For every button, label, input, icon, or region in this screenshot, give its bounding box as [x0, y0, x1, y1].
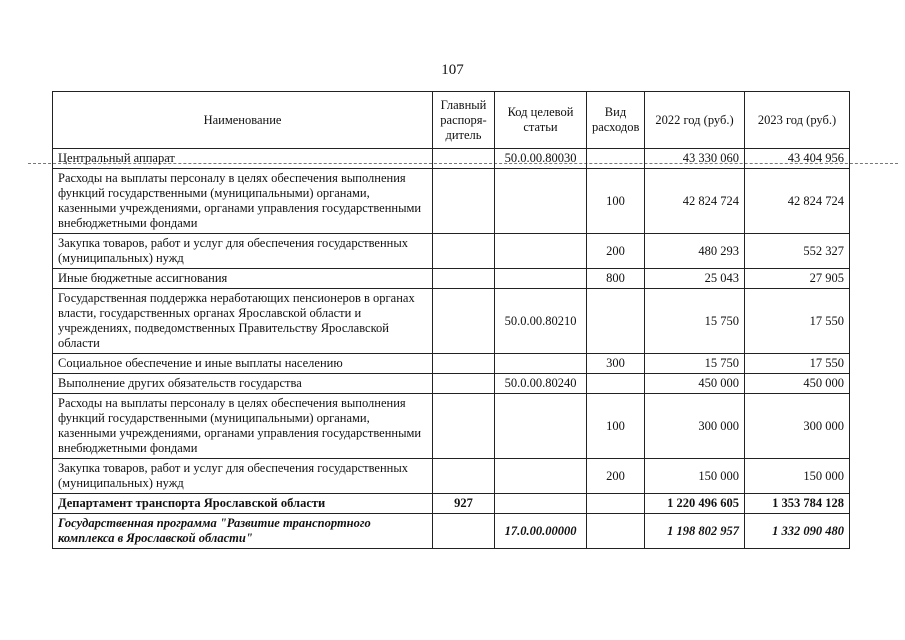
- table-row: [53, 149, 850, 169]
- table-row: [53, 459, 850, 494]
- cell-code: [495, 394, 587, 459]
- header-name: Наименование: [53, 92, 433, 149]
- cell-name: Государственная программа "Развитие транспортного комплекса в Ярославской области": [53, 514, 433, 549]
- cell-kind: 800: [587, 269, 645, 289]
- cell-2022: 43 330 060: [645, 149, 745, 169]
- cell-name: Расходы на выплаты персоналу в целях обеспечения выполнения функций государственными (муниципальными) органами, казенными учреждениями, органами управления государственными внебюджетными фондами: [53, 394, 433, 459]
- cell-kind: [587, 374, 645, 394]
- cell-code: [495, 459, 587, 494]
- header-admin: Главный распоря-дитель: [433, 92, 495, 149]
- table-row: [53, 169, 850, 234]
- cell-admin: [433, 514, 495, 549]
- budget-table: [52, 91, 850, 549]
- cell-kind: [587, 149, 645, 169]
- cell-2022: 1 198 802 957: [645, 514, 745, 549]
- cell-2022: 150 000: [645, 459, 745, 494]
- cell-kind: 100: [587, 169, 645, 234]
- cell-kind: [587, 494, 645, 514]
- cell-code: [495, 169, 587, 234]
- cell-admin: [433, 269, 495, 289]
- cell-admin: [433, 354, 495, 374]
- cell-2022: 42 824 724: [645, 169, 745, 234]
- cell-2023: 450 000: [745, 374, 850, 394]
- cell-2022: 1 220 496 605: [645, 494, 745, 514]
- header-code: Код целевой статьи: [495, 92, 587, 149]
- table-row: [53, 494, 850, 514]
- cell-kind: [587, 289, 645, 354]
- cell-kind: [587, 514, 645, 549]
- cell-admin: [433, 459, 495, 494]
- table-row: [53, 514, 850, 549]
- cell-2022: 15 750: [645, 289, 745, 354]
- table-row: [53, 394, 850, 459]
- cell-2023: 17 550: [745, 354, 850, 374]
- cell-code: [495, 494, 587, 514]
- cell-kind: 100: [587, 394, 645, 459]
- cell-kind: 200: [587, 459, 645, 494]
- cell-2023: 150 000: [745, 459, 850, 494]
- cell-name: Выполнение других обязательств государства: [53, 374, 433, 394]
- cell-code: 50.0.00.80240: [495, 374, 587, 394]
- cell-admin: 927: [433, 494, 495, 514]
- table-row: [53, 269, 850, 289]
- page-number: 107: [441, 62, 464, 78]
- cell-admin: [433, 289, 495, 354]
- cell-code: [495, 354, 587, 374]
- cell-2023: 27 905: [745, 269, 850, 289]
- cell-code: 50.0.00.80210: [495, 289, 587, 354]
- cell-code: [495, 269, 587, 289]
- cell-2023: 42 824 724: [745, 169, 850, 234]
- cell-admin: [433, 169, 495, 234]
- cell-2023: 43 404 956: [745, 149, 850, 169]
- cell-name: Расходы на выплаты персоналу в целях обеспечения выполнения функций государственными (муниципальными) органами, казенными учреждениями, органами управления государственными внебюджетными фондами: [53, 169, 433, 234]
- cell-admin: [433, 234, 495, 269]
- header-2022: 2022 год (руб.): [645, 92, 745, 149]
- cell-2023: 1 353 784 128: [745, 494, 850, 514]
- cell-name: Департамент транспорта Ярославской области: [53, 494, 433, 514]
- cell-2023: 552 327: [745, 234, 850, 269]
- header-2023: 2023 год (руб.): [745, 92, 850, 149]
- cell-admin: [433, 394, 495, 459]
- cell-2022: 15 750: [645, 354, 745, 374]
- cell-name: Государственная поддержка неработающих пенсионеров в органах власти, государственных органах Ярославской области и учреждениях, подведомственных Правительству Ярославской области: [53, 289, 433, 354]
- cell-name: Закупка товаров, работ и услуг для обеспечения государственных (муниципальных) нужд: [53, 234, 433, 269]
- cell-kind: 300: [587, 354, 645, 374]
- table-row: [53, 354, 850, 374]
- cell-code: 50.0.00.80030: [495, 149, 587, 169]
- cell-2022: 300 000: [645, 394, 745, 459]
- cell-name: Закупка товаров, работ и услуг для обеспечения государственных (муниципальных) нужд: [53, 459, 433, 494]
- header-row: [53, 92, 850, 149]
- cell-admin: [433, 149, 495, 169]
- cell-name: Центральный аппарат: [53, 149, 433, 169]
- cell-code: 17.0.00.00000: [495, 514, 587, 549]
- table-row: [53, 234, 850, 269]
- table-row: [53, 289, 850, 354]
- cell-2022: 480 293: [645, 234, 745, 269]
- cell-name: Иные бюджетные ассигнования: [53, 269, 433, 289]
- cell-2023: 17 550: [745, 289, 850, 354]
- cell-code: [495, 234, 587, 269]
- cell-2023: 1 332 090 480: [745, 514, 850, 549]
- cell-admin: [433, 374, 495, 394]
- cell-2023: 300 000: [745, 394, 850, 459]
- table-row: [53, 374, 850, 394]
- cell-name: Социальное обеспечение и иные выплаты населению: [53, 354, 433, 374]
- header-kind: Вид расходов: [587, 92, 645, 149]
- cell-2022: 25 043: [645, 269, 745, 289]
- cell-kind: 200: [587, 234, 645, 269]
- cell-2022: 450 000: [645, 374, 745, 394]
